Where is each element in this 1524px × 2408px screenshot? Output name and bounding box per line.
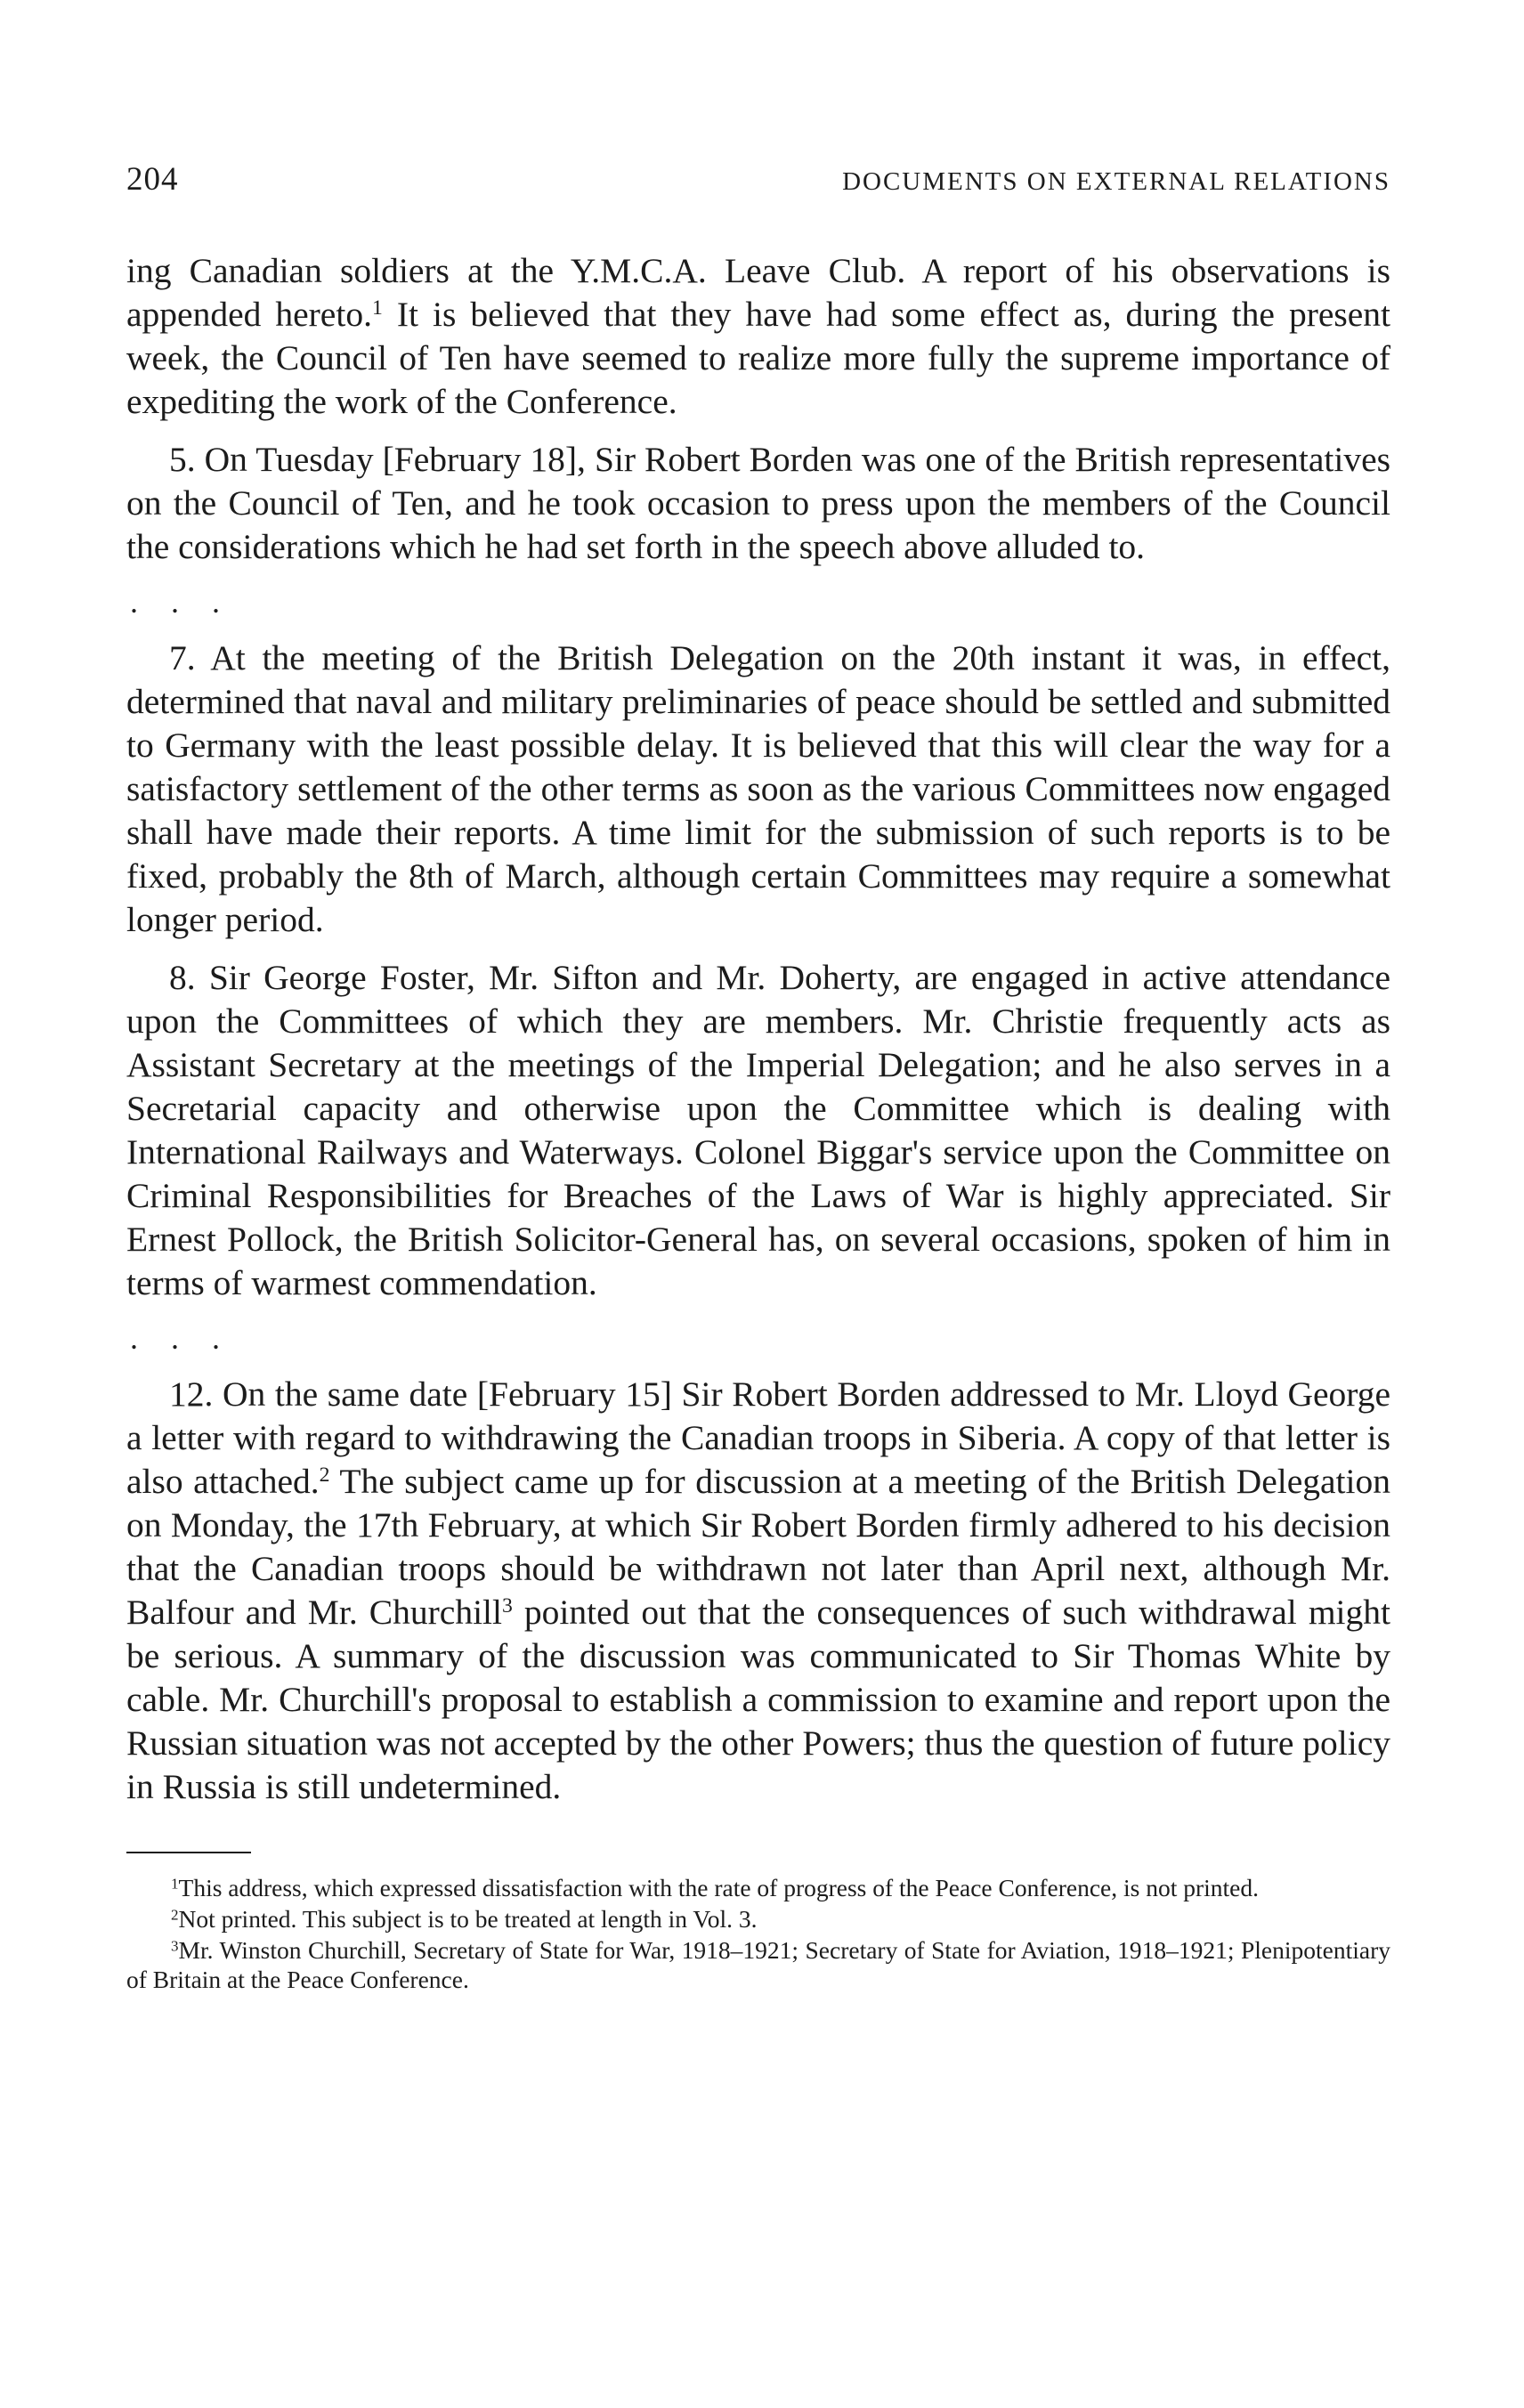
paragraph-continuation — [126, 249, 1390, 424]
paragraph-text: 5. On Tuesday [February 18], Sir Robert Borden was one of the British representatives on the Council of Ten, and he took occasion to press upon the members of the Council the considerations which he had set forth in the speech above alluded to. — [126, 440, 1390, 566]
footnote-mark: 3 — [171, 1937, 179, 1955]
footnote-text: This address, which expressed dissatisfaction with the rate of progress of the Peace Conference, is not printed. — [178, 1874, 1259, 1901]
running-head — [126, 160, 1390, 214]
footnote-mark: 2 — [171, 1906, 179, 1924]
ellipsis: . . . — [130, 1320, 232, 1356]
footnote-mark: 1 — [171, 1875, 179, 1893]
paragraph-8 — [126, 956, 1390, 1305]
document-page — [126, 160, 1390, 1994]
footnote-1 — [126, 1873, 1390, 1902]
page-number: 204 — [126, 161, 179, 198]
paragraph-12 — [126, 1373, 1390, 1809]
footnote-divider — [126, 1852, 251, 1853]
paragraph-text: 12. On the same date [February 15] Sir Robert Borden addressed to Mr. Lloyd George a letter with regard to withdrawing the Canadian troops in Siberia. A copy of that letter is also attached. — [126, 1374, 1390, 1501]
footnote-ref-1: 1 — [371, 296, 383, 320]
footnotes — [126, 1873, 1390, 1994]
paragraph-text: ing Canadian soldiers at the Y.M.C.A. Leave Club. A report of his observations is appended hereto. — [126, 251, 1390, 334]
footnote-text: Not printed. This subject is to be treated at length in Vol. 3. — [178, 1905, 758, 1933]
paragraph-7 — [126, 636, 1390, 942]
footnote-ref-3: 3 — [502, 1593, 513, 1617]
paragraph-5 — [126, 438, 1390, 569]
body-text — [126, 249, 1390, 1809]
ellipsis: . . . — [130, 584, 232, 620]
footnote-3 — [126, 1935, 1390, 1994]
footnote-ref-2: 2 — [319, 1463, 330, 1487]
paragraph-text: It is believed that they have had some effect as, during the present week, the Council of Ten have seemed to realize more fully the supreme importance of expediting the work of the Conference. — [126, 295, 1391, 421]
paragraph-text: 7. At the meeting of the British Delegation on the 20th instant it was, in effect, determined that naval and military preliminaries of peace should be settled and submitted to Germany with the least possible delay. It is believed that this will clear the way for a satisfactory settlement of the other terms as soon as the various Committees now engaged shall have made their reports. A time limit for the submission of such reports is to be fixed, probably the 8th of March, although certain Committees may require a somewhat longer period. — [126, 638, 1390, 939]
paragraph-text: 8. Sir George Foster, Mr. Sifton and Mr. Doherty, are engaged in active attendance upon the Committees of which they are members. Mr. Christie frequently acts as Assistant Secretary at the meetings of the Imperial Delegation; and he also serves in a Secretarial capacity and otherwise upon the Committee which is dealing with International Railways and Waterways. Colonel Biggar's service upon the Committee on Criminal Responsibilities for Breaches of the Laws of War is highly appreciated. Sir Ernest Pollock, the British Solicitor-General has, on several occasions, spoken of him in terms of warmest commendation. — [126, 958, 1390, 1302]
footnote-text: Mr. Winston Churchill, Secretary of State for War, 1918–1921; Secretary of State for Aviation, 1918–1921; Plenipotentiary of Britain at the Peace Conference. — [126, 1936, 1390, 1993]
paragraph-text: pointed out that the consequences of such withdrawal might be serious. A summary of the discussion was communicated to Sir Thomas White by cable. Mr. Churchill's proposal to establish a commission to examine and report upon the Russian situation was not accepted by the other Powers; thus the question of future policy in Russia is still undetermined. — [126, 1593, 1390, 1806]
footnote-2 — [126, 1904, 1390, 1934]
paragraph-text: The subject came up for discussion at a meeting of the British Delegation on Monday, the 17th February, at which Sir Robert Borden firmly adhered to his decision that the Canadian troops should be withdrawn not later than April next, although Mr. Balfour and Mr. Churchill — [126, 1462, 1390, 1632]
running-title: DOCUMENTS ON EXTERNAL RELATIONS — [842, 167, 1390, 196]
